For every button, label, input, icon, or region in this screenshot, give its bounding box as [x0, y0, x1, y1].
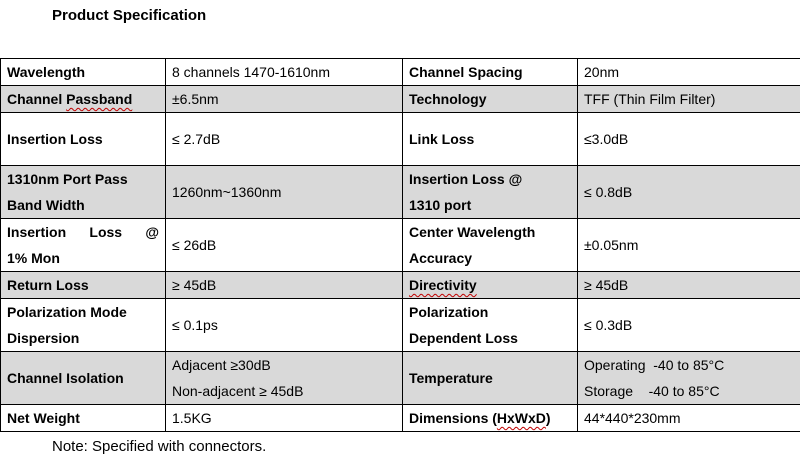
spec-label-line: Dispersion [7, 330, 80, 346]
spec-label [403, 219, 578, 272]
spec-value-line: Operating -40 to 85°C [584, 357, 725, 373]
spec-value: 20nm [578, 59, 800, 86]
spec-value: ±6.5nm [166, 86, 403, 113]
spec-label: Link Loss [403, 113, 578, 166]
spec-label [403, 299, 578, 352]
spec-label-part: Dimensions ( [409, 410, 497, 426]
spec-label-part: Channel [7, 91, 67, 107]
spec-value [166, 352, 403, 405]
table-row [1, 352, 800, 405]
spec-label-part: ) [545, 410, 551, 426]
spec-value: ≥ 45dB [578, 272, 800, 299]
spec-value: 1.5KG [166, 405, 403, 432]
table-row [1, 219, 800, 272]
spell-underlined-word: HxWxD [496, 410, 546, 426]
spec-value-line: Storage -40 to 85°C [584, 383, 720, 399]
table-row [1, 299, 800, 352]
spec-label: Insertion Loss [1, 113, 166, 166]
spec-label-line: Dependent Loss [409, 330, 518, 346]
spec-label [1, 299, 166, 352]
spell-underlined-word: Passband [66, 91, 133, 107]
page-title: Product Specification [52, 7, 207, 24]
spec-label-line: Center Wavelength [409, 224, 536, 240]
spec-value: ≥ 45dB [166, 272, 403, 299]
spec-label [403, 272, 578, 299]
spell-underlined-word: Directivity [409, 277, 477, 293]
spec-value: ≤ 2.7dB [166, 113, 403, 166]
table-row [1, 86, 800, 113]
spec-value: ≤ 26dB [166, 219, 403, 272]
spec-value-line: Non-adjacent ≥ 45dB [172, 383, 304, 399]
spec-label-line: Polarization [409, 304, 489, 320]
spec-value: ≤ 0.1ps [166, 299, 403, 352]
spec-label: Net Weight [1, 405, 166, 432]
spec-label-line: 1% Mon [7, 250, 60, 266]
table-row [1, 113, 800, 166]
spec-value: 8 channels 1470-1610nm [166, 59, 403, 86]
spec-label [403, 405, 578, 432]
spec-label: Return Loss [1, 272, 166, 299]
spec-label-line: 1310nm Port Pass [7, 171, 128, 187]
spec-label-line: Insertion Loss @ [7, 224, 159, 240]
spec-label: Channel Spacing [403, 59, 578, 86]
spec-value [578, 352, 800, 405]
spec-label-line: 1310 port [409, 197, 472, 213]
table-row [1, 166, 800, 219]
spec-value-line: Adjacent ≥30dB [172, 357, 271, 373]
spec-label: Wavelength [1, 59, 166, 86]
spec-value: 44*440*230mm [578, 405, 800, 432]
spec-value: TFF (Thin Film Filter) [578, 86, 800, 113]
spec-value: ≤ 0.8dB [578, 166, 800, 219]
spec-label-line: Insertion Loss @ [409, 171, 523, 187]
table-row [1, 59, 800, 86]
spec-label: Temperature [403, 352, 578, 405]
spec-label [1, 219, 166, 272]
spec-value: ±0.05nm [578, 219, 800, 272]
table-row [1, 405, 800, 432]
spec-value: 1260nm~1360nm [166, 166, 403, 219]
footnote: Note: Specified with connectors. [52, 438, 267, 455]
spec-label-line: Band Width [7, 197, 85, 213]
spec-label-line: Polarization Mode [7, 304, 127, 320]
spec-value: ≤ 0.3dB [578, 299, 800, 352]
spec-label-line: Accuracy [409, 250, 473, 266]
spec-label: Technology [403, 86, 578, 113]
spec-label [1, 86, 166, 113]
spec-label: Channel Isolation [1, 352, 166, 405]
spec-table [0, 58, 800, 432]
spec-label [403, 166, 578, 219]
spec-label [1, 166, 166, 219]
table-row [1, 272, 800, 299]
spec-value: ≤3.0dB [578, 113, 800, 166]
